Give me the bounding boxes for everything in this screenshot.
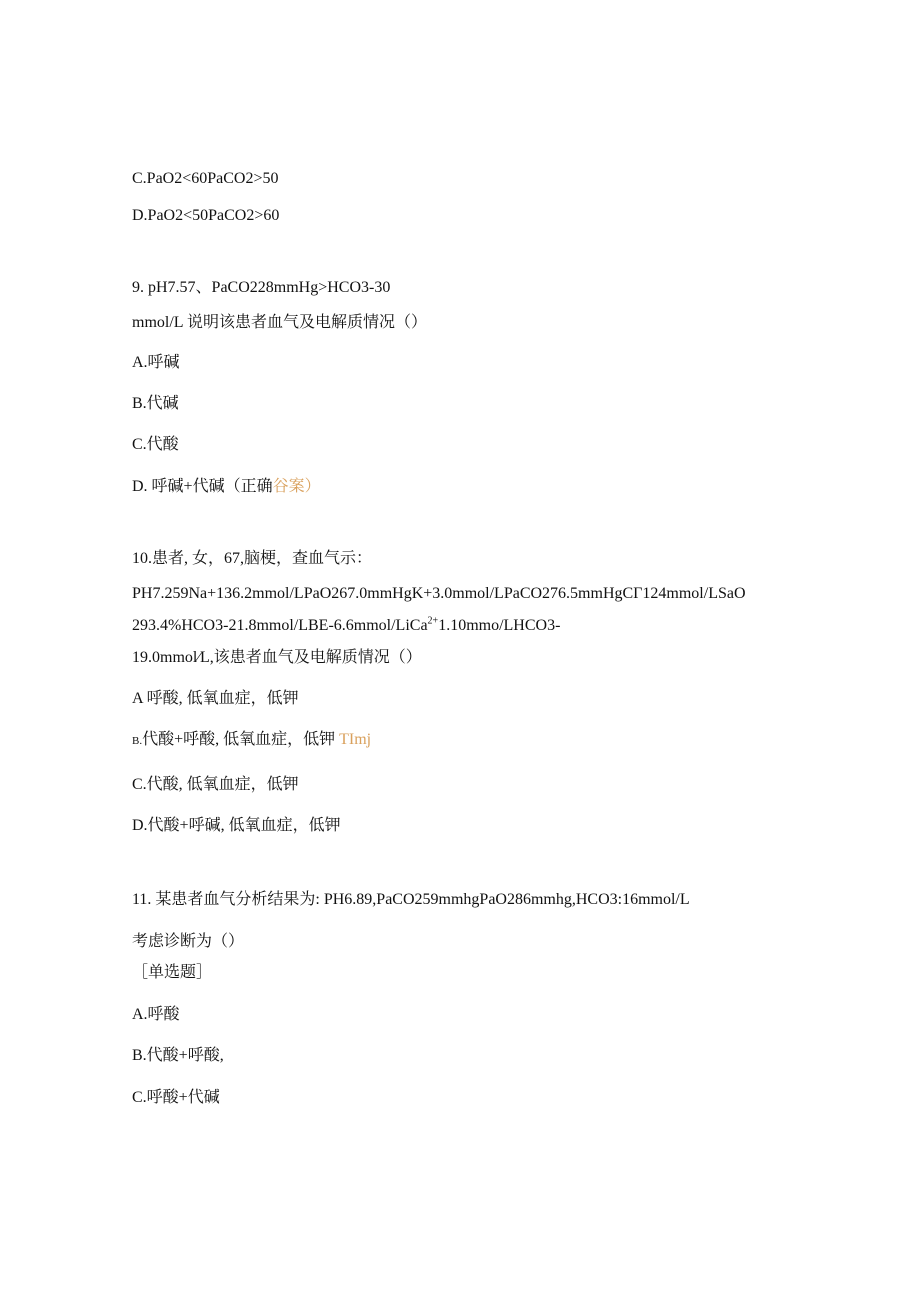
q9-option-c: C.代酸 [132, 436, 179, 453]
q10-option-b-text: 代酸+呼酸, 低氧血症，低钾 [142, 731, 336, 748]
q10-stem-line3 [132, 615, 560, 637]
q9-option-b: B.代碱 [132, 395, 179, 412]
q11-stem-line2: 考虑诊断为（） [132, 933, 245, 950]
q10-option-c: C.代酸, 低氧血症，低钾 [132, 776, 299, 793]
q9-stem-line2: mmol/L 说明该患者血气及电解质情况（） [132, 314, 427, 331]
q9-stem-line1: 9. pH7.57、PaCO228mmHg>HCO3-30 [132, 279, 391, 296]
q10-stem-line1: 10.患者, 女，67,脑梗，查血气示： [132, 550, 373, 567]
q10-option-b-mark: TImj [339, 731, 372, 748]
q8-option-c: C.PaO2<60PaCO2>50 [132, 170, 279, 187]
q10-stem-line3-sup: 2+ [427, 615, 439, 627]
q10-option-d: D.代酸+呼碱, 低氧血症，低钾 [132, 817, 341, 834]
q11-option-b: B.代酸+呼酸, [132, 1047, 224, 1064]
q11-question-type: ［单选题］ [132, 964, 213, 981]
q10-option-b-letter: B. [132, 735, 143, 747]
q10-stem-line4: 19.0mmol⁄L,该患者血气及电解质情况（） [132, 649, 422, 666]
q10-option-a: A 呼酸, 低氧血症，低钾 [132, 690, 299, 707]
q10-stem-line2: PH7.259Na+136.2mmol/LPaO267.0mmHgK+3.0mmol/LPaCO276.5mmHgCΓ124mmol/LSaO [132, 585, 746, 602]
q8-option-d: D.PaO2<50PaCO2>60 [132, 207, 280, 224]
q9-option-a: A.呼碱 [132, 354, 180, 371]
q9-option-d-mark: 谷案） [272, 478, 321, 495]
q10-stem-line3-a: 293.4%HCO3-21.8mmol/LBE-6.6mmol/LiCa [132, 617, 428, 634]
q9-option-d-text: D. 呼碱+代碱（正确 [132, 478, 273, 495]
q10-stem-line3-b: 1.10mmo/LHCO3- [438, 617, 561, 634]
q9-option-d [132, 476, 321, 498]
q11-option-c: C.呼酸+代碱 [132, 1089, 220, 1106]
q10-option-b [132, 729, 371, 752]
q11-option-a: A.呼酸 [132, 1006, 180, 1023]
q11-stem-line1: 11. 某患者血气分析结果为: PH6.89,PaCO259mmhgPaO286mmhg,HCO3:16mmol/L [132, 891, 690, 908]
